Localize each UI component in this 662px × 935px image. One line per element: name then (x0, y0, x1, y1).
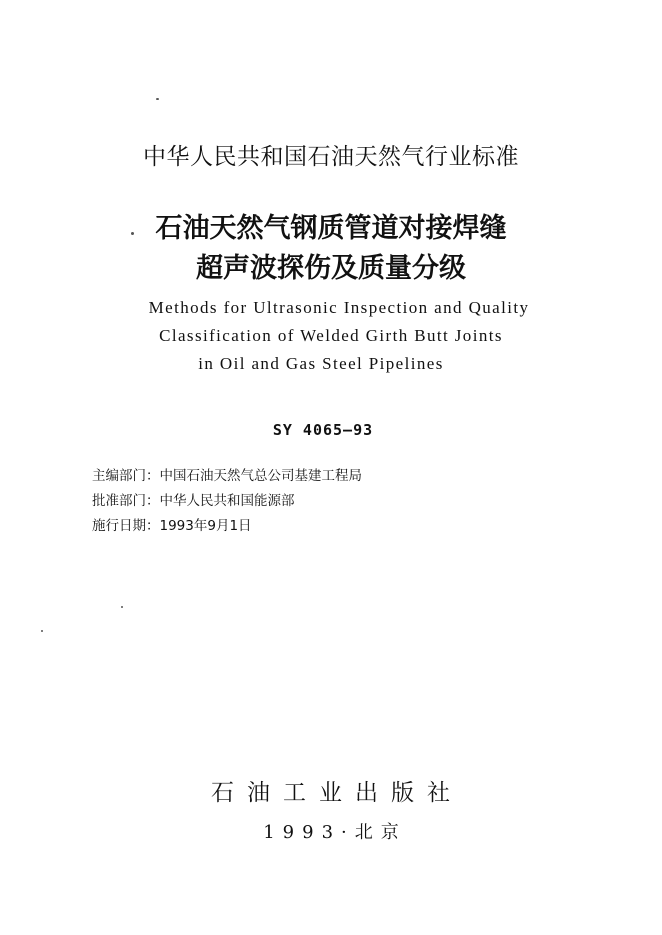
scan-speck (156, 98, 159, 100)
english-title-line-1: Methods for Ultrasonic Inspection and Quality (148, 298, 530, 317)
publisher-name: 石油工业出版社 (211, 780, 463, 806)
editor-department: 主编部门：中国石油天然气总公司基建工程局 (92, 468, 362, 484)
main-title-line-2: 超声波探伤及质量分级 (196, 253, 466, 284)
standard-code: SY 4065—93 (272, 421, 374, 439)
publication-year-place: 1993·北京 (263, 822, 407, 843)
scan-speck (121, 606, 123, 608)
english-title-line-3: in Oil and Gas Steel Pipelines (198, 354, 444, 373)
approving-department: 批准部门：中华人民共和国能源部 (92, 493, 295, 509)
scan-speck (41, 630, 43, 632)
standard-category-title: 中华人民共和国石油天然气行业标准 (143, 144, 519, 170)
effective-date: 施行日期：1993年9月1日 (92, 518, 252, 534)
english-title-line-2: Classification of Welded Girth Butt Joints (159, 326, 503, 345)
main-title-line-1: 石油天然气钢质管道对接焊缝 (155, 213, 507, 244)
